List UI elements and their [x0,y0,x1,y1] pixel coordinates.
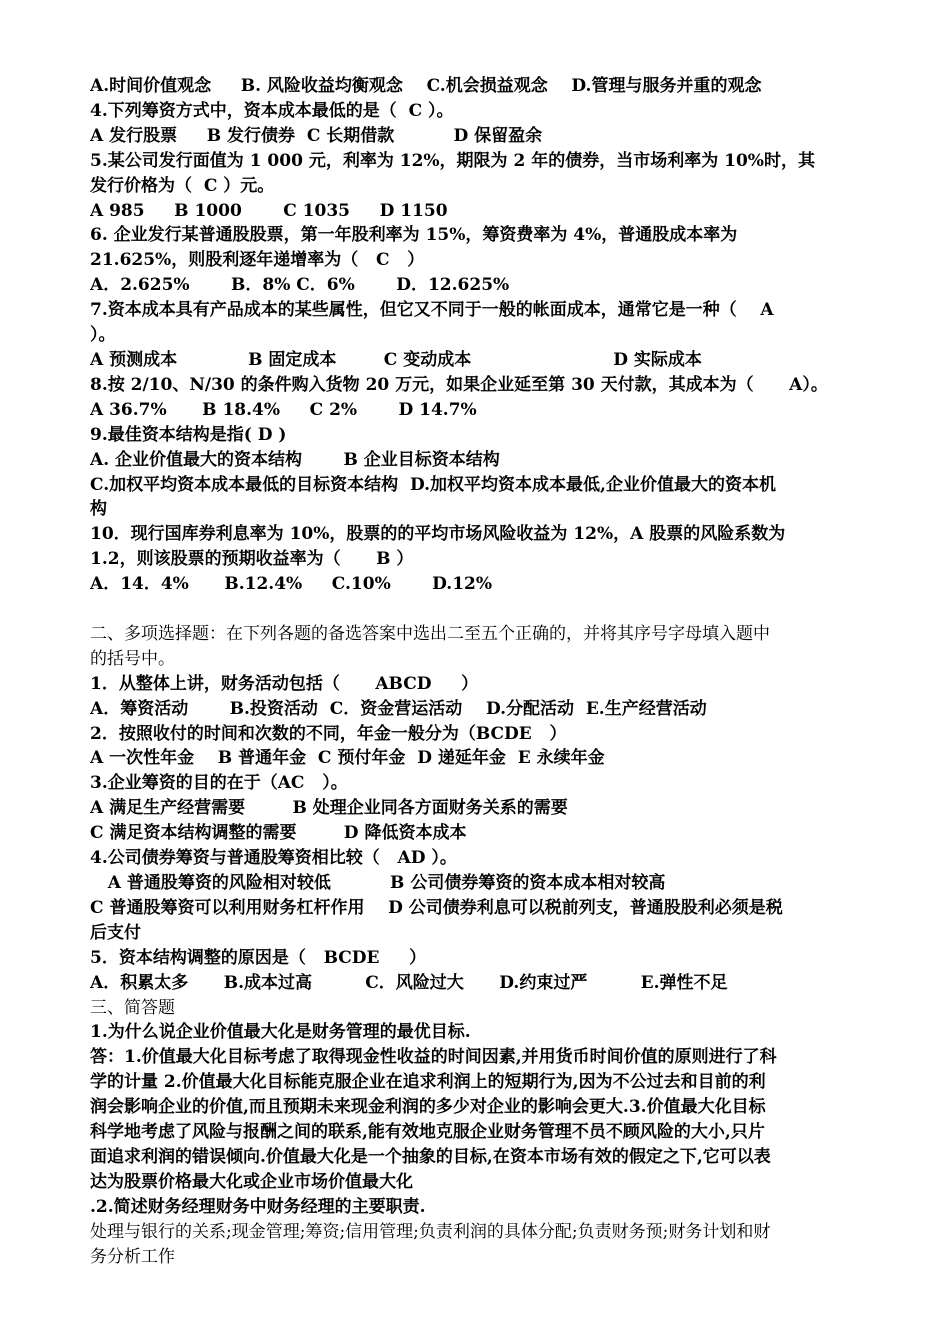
text-line: 4.公司债券筹资与普通股筹资相比较（ AD ）。 [90,848,457,869]
text-line: 二、多项选择题：在下列各题的备选答案中选出二至五个正确的，并将其序号字母填入题中 [90,623,770,644]
text-line: 面追求利润的错误倾向.价值最大化是一个抽象的目标,在资本市场有效的假定之下,它可以表 [90,1146,771,1167]
text-line: A 985 B 1000 C 1035 D 1150 [90,200,448,221]
text-line: 1．从整体上讲，财务活动包括（ ABCD ） [90,673,479,694]
text-line: 润会影响企业的价值,而且预期未来现金利润的多少对企业的影响会更大.3.价值最大化目标 [90,1097,766,1118]
text-line: 6. 企业发行某普通股股票，第一年股利率为 15%，筹资费率为 4%，普通股成本率为 [90,225,738,246]
text-line: A．2.625% B．8% C．6% D．12.625% [90,275,510,296]
text-line: 务分析工作 [90,1246,175,1267]
text-line: 的括号中。 [90,648,175,669]
text-line: A 普通股筹资的风险相对较低 B 公司债券筹资的资本成本相对较高 [90,872,666,893]
text-line: 三、简答题 [90,997,175,1018]
text-line: 2．按照收付的时间和次数的不同，年金一般分为（BCDE ） [90,723,567,744]
text-line: 9.最佳资本结构是指( D ) [90,424,287,445]
text-line: C 满足资本结构调整的需要 D 降低资本成本 [90,823,467,844]
text-line: A．14．4% B.12.4% C.10% D.12% [90,574,493,595]
text-line: 答：1.价值最大化目标考虑了取得现金性收益的时间因素,并用货币时间价值的原则进行了科 [90,1047,777,1068]
text-line: 学的计量 2.价值最大化目标能克服企业在追求利润上的短期行为,因为不公过去和目前的利 [90,1072,766,1093]
text-line: A.时间价值观念 B. 风险收益均衡观念 C.机会损益观念 D.管理与服务并重的观念 [90,76,762,96]
text-line: A．筹资活动 B.投资活动 C．资金营运活动 D.分配活动 E.生产经营活动 [90,698,707,719]
text-line: 21.625%，则股利逐年递增率为（ C ） [90,250,425,271]
text-line: 1.2，则该股票的预期收益率为（ B ） [90,549,414,570]
text-line: 7.资本成本具有产品成本的某些属性，但它又不同于一般的帐面成本，通常它是一种（ A [90,300,774,321]
text-line: 5．资本结构调整的原因是（ BCDE ） [90,947,427,968]
text-line: 发行价格为（ C ）元。 [90,175,275,196]
text-line: C 普通股筹资可以利用财务杠杆作用 D 公司债券利息可以税前列支，普通股股利必须是税 [90,897,783,918]
text-line: A．积累太多 B.成本过高 C．风险过大 D.约束过严 E.弹性不足 [90,972,728,993]
text-line: 10．现行国库券利息率为 10%，股票的的平均市场风险收益为 12%，A 股票的风险系数为 [90,524,786,545]
text-line: A 发行股票 B 发行债券 C 长期借款 D 保留盈余 [90,125,543,146]
text-line: ）。 [90,325,116,346]
text-line: 1.为什么说企业价值最大化是财务管理的最优目标. [90,1022,471,1043]
text-line: .2.简述财务经理财务中财务经理的主要职责. [90,1196,426,1217]
text-line: A 预测成本 B 固定成本 C 变动成本 D 实际成本 [90,349,702,370]
text-line: C.加权平均资本成本最低的目标资本结构 D.加权平均资本成本最低,企业价值最大的资本机 [90,474,776,495]
text-line: 5.某公司发行面值为 1 000 元，利率为 12%，期限为 2 年的债券，当市场利率为 10%时，其 [90,150,815,171]
text-line [90,597,862,622]
text-line: 8.按 2/10、N/30 的条件购入货物 20 万元，如果企业延至第 30 天付款，其成本为（ A）。 [90,374,828,395]
text-line: A. 企业价值最大的资本结构 B 企业目标资本结构 [90,449,500,470]
text-line: A 满足生产经营需要 B 处理企业同各方面财务关系的需要 [90,798,568,819]
text-line: 处理与银行的关系;现金管理;筹资;信用管理;负责利润的具体分配;负责财务预;财务计划和财 [90,1221,771,1242]
text-line: 后支付 [90,922,141,943]
text-line: A 一次性年金 B 普通年金 C 预付年金 D 递延年金 E 永续年金 [90,748,605,769]
document-page [90,74,862,1269]
text-line: 构 [90,499,107,520]
text-line: 科学地考虑了风险与报酬之间的联系,能有效地克服企业财务管理不员不顾风险的大小,只片 [90,1122,765,1143]
text-line: 4.下列筹资方式中，资本成本最低的是（ C ）。 [90,100,454,121]
text-line: 达为股票价格最大化或企业市场价值最大化 [90,1171,413,1192]
text-line: A 36.7% B 18.4% C 2% D 14.7% [90,399,477,420]
text-line: 3.企业筹资的目的在于（AC ）。 [90,773,348,794]
